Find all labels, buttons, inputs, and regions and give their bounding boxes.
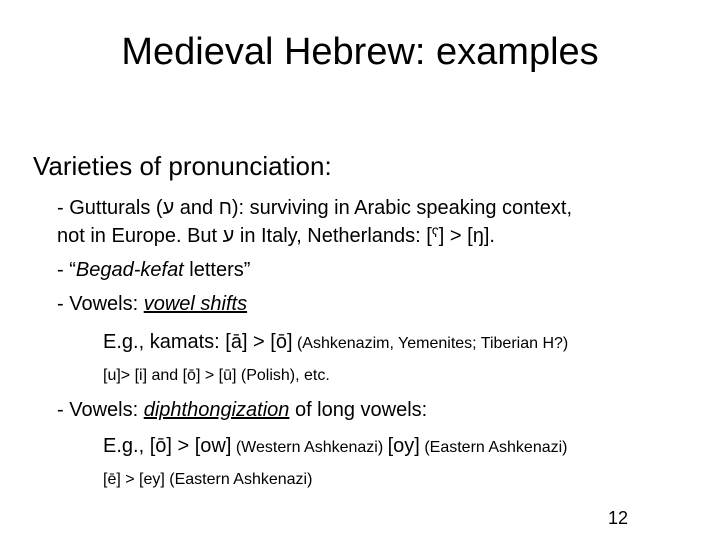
term-vowel-shifts: vowel shifts xyxy=(143,293,248,315)
hebrew-letter-ayin: ע xyxy=(162,197,175,219)
section-heading: Varieties of pronunciation: xyxy=(33,151,332,181)
example-kamats-note: (Ashkenazim, Yemenites; Tiberian H?) xyxy=(292,335,569,352)
bullet-diphthongization: - Vowels: diphthongization of long vowels: xyxy=(57,399,428,421)
term-begad-kefat: Begad-kefat xyxy=(75,259,184,281)
bullet-gutturals-line-1: - Gutturals (ע and ח): surviving in Arabic speaking context, xyxy=(57,197,573,219)
example-ow-oy: E.g., [ō] > [ow] (Western Ashkenazi) [oy] (Eastern Ashkenazi) xyxy=(103,435,568,457)
example-polish: [u]> [i] and [ō] > [ū] (Polish), etc. xyxy=(103,367,330,384)
example-kamats: E.g., kamats: [ā] > [ō] (Ashkenazim, Yemenites; Tiberian H?) xyxy=(103,331,569,353)
hebrew-letter-het: ח xyxy=(218,197,232,219)
page-number: 12 xyxy=(608,508,629,528)
bullet-gutturals-line-2: not in Europe. But ע in Italy, Netherlands: [ˤ] > [ŋ]. xyxy=(57,225,495,247)
example-ey: [ē] > [ey] (Eastern Ashkenazi) xyxy=(103,471,313,488)
bullet-begad-kefat: - “Begad-kefat letters” xyxy=(57,259,251,281)
term-diphthongization: diphthongization xyxy=(143,399,290,421)
slide-title: Medieval Hebrew: examples xyxy=(121,31,599,73)
bullet-vowel-shifts: - Vowels: vowel shifts xyxy=(57,293,248,315)
hebrew-letter-ayin: ע xyxy=(222,225,235,247)
